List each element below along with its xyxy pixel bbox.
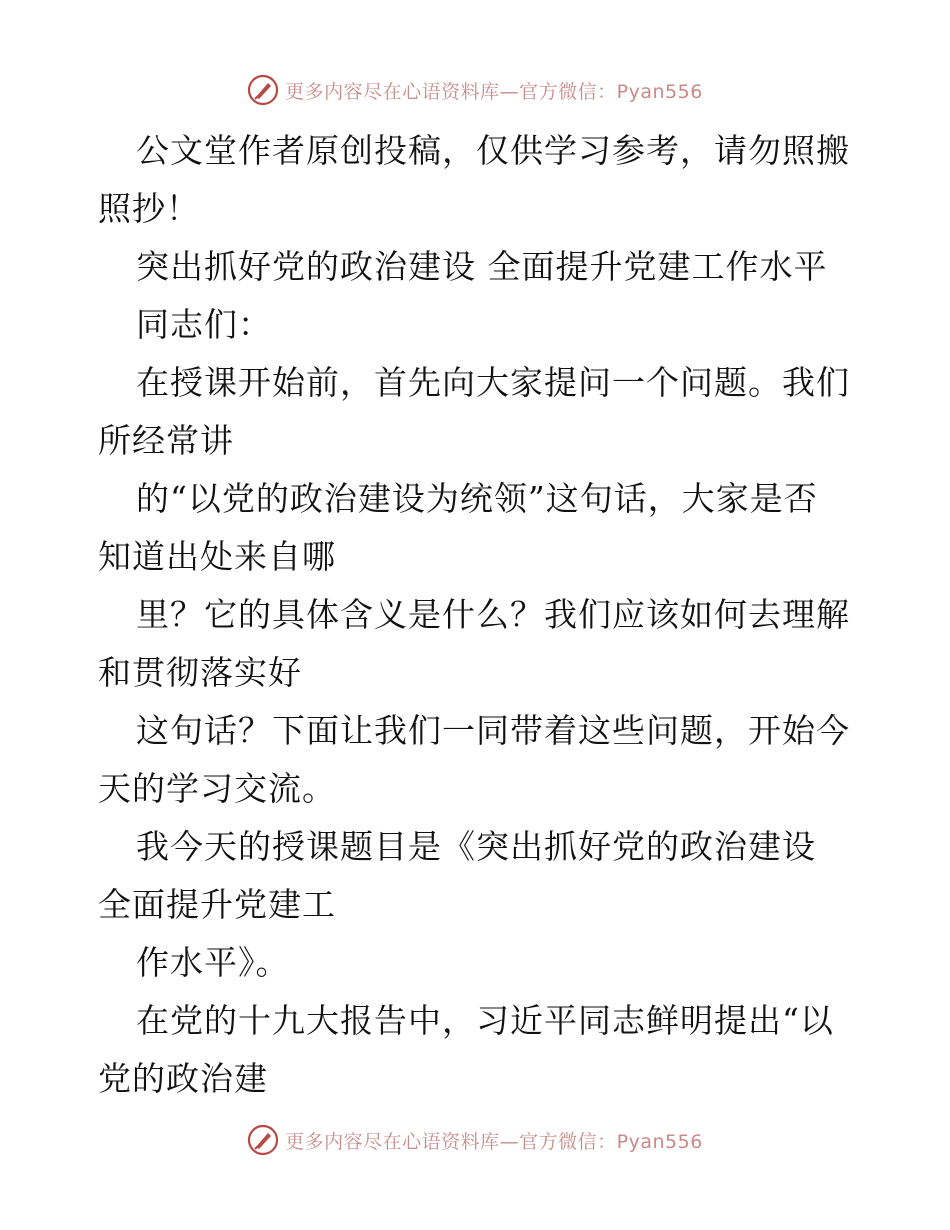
body-line: 在授课开始前，首先向大家提问一个问题。我们: [136, 363, 850, 402]
watermark-text: 更多内容尽在心语资料库—官方微信：Pyan556: [285, 1130, 703, 1153]
body-line: 同志们：: [136, 305, 272, 344]
body-line: 天的学习交流。: [98, 769, 336, 808]
header-watermark: [0, 70, 950, 110]
body-line: 照抄！: [98, 189, 200, 228]
quill-seal-icon: [247, 1124, 279, 1156]
document-body: [98, 122, 858, 1108]
watermark-group: [247, 74, 703, 106]
body-line: 所经常讲: [98, 421, 234, 460]
body-line: 党的政治建: [98, 1059, 268, 1098]
body-line: 知道出处来自哪: [98, 537, 336, 576]
watermark-text: 更多内容尽在心语资料库—官方微信：Pyan556: [285, 80, 703, 103]
body-line: 全面提升党建工: [98, 885, 336, 924]
body-line: 和贯彻落实好: [98, 653, 302, 692]
body-line: 在党的十九大报告中，习近平同志鲜明提出“以: [136, 1001, 834, 1040]
body-line: 里？它的具体含义是什么？我们应该如何去理解: [136, 595, 850, 634]
body-line: 我今天的授课题目是《突出抓好党的政治建设: [136, 827, 816, 866]
body-line: 公文堂作者原创投稿，仅供学习参考，请勿照搬: [136, 131, 850, 170]
watermark-group: [247, 1124, 703, 1156]
footer-watermark: [0, 1120, 950, 1160]
body-line: 这句话？下面让我们一同带着这些问题，开始今: [136, 711, 850, 750]
body-line: 突出抓好党的政治建设 全面提升党建工作水平: [136, 247, 828, 286]
body-line: 作水平》。: [136, 943, 290, 982]
quill-seal-icon: [247, 74, 279, 106]
body-line: 的“以党的政治建设为统领”这句话，大家是否: [136, 479, 818, 518]
